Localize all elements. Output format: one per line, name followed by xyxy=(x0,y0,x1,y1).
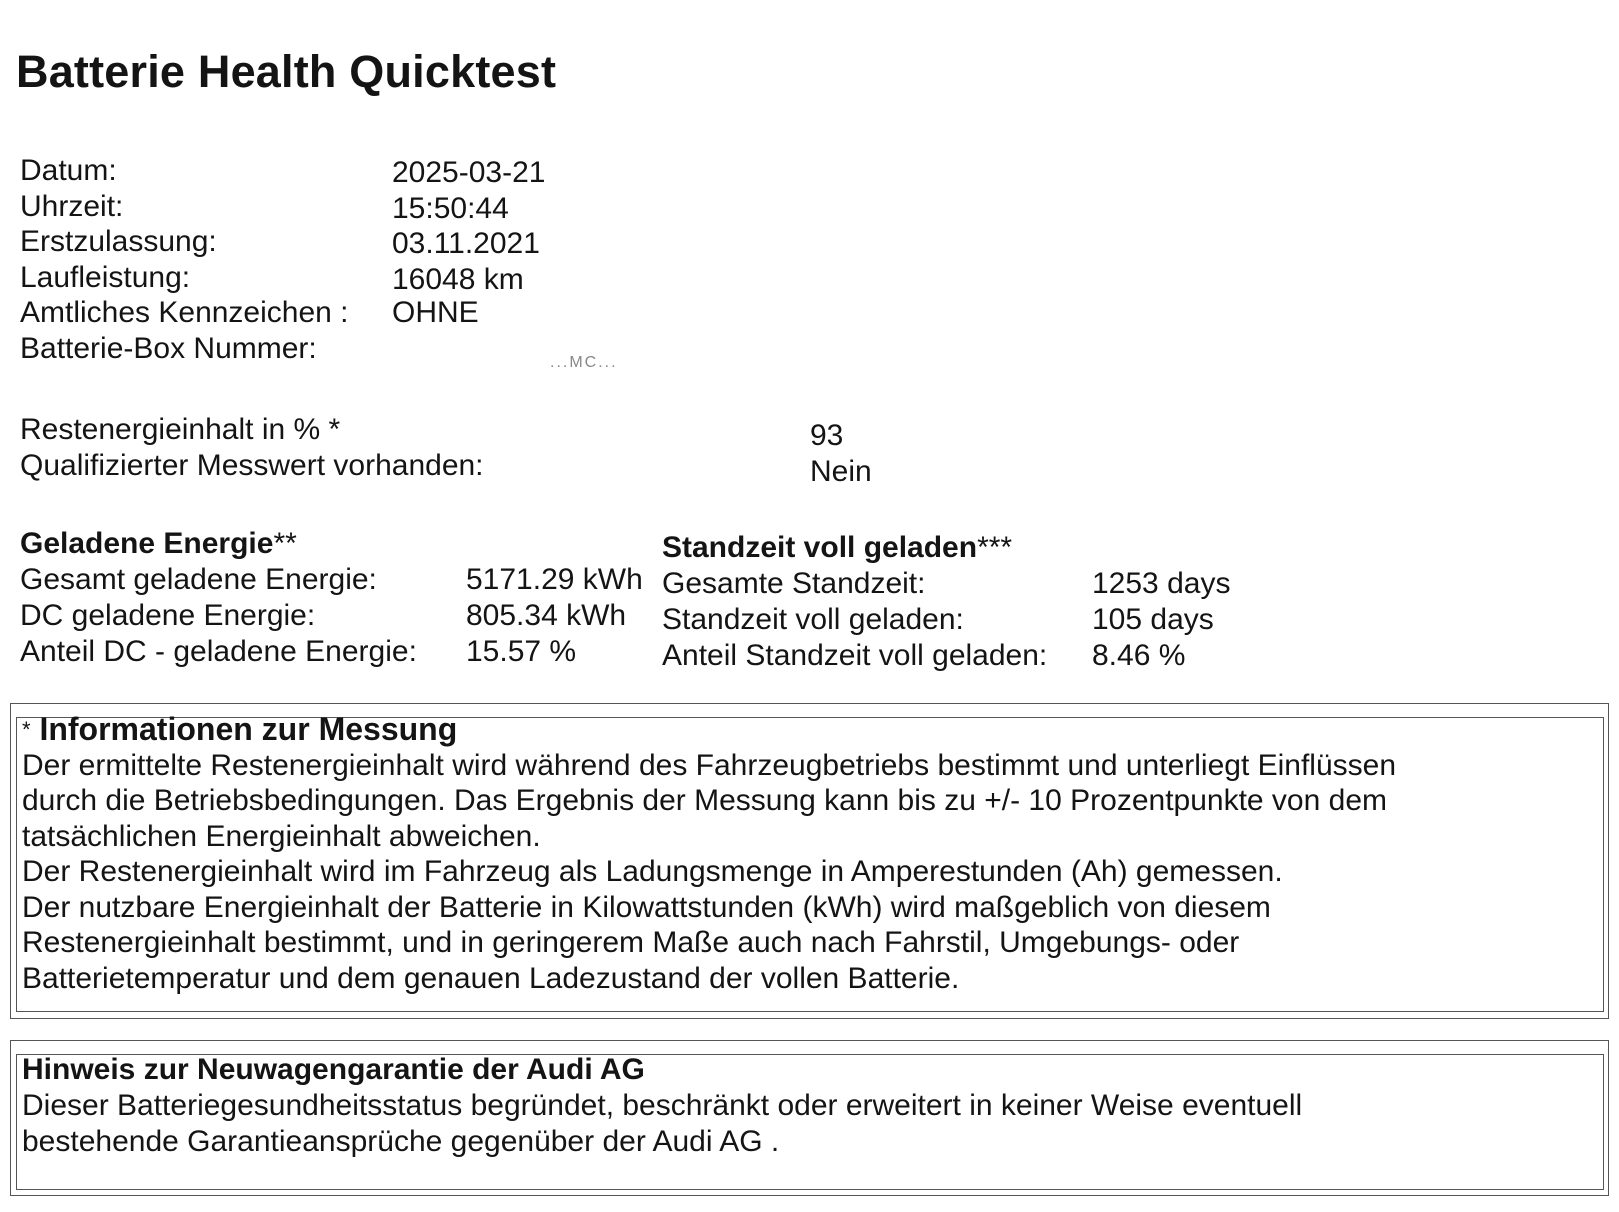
info-heading xyxy=(22,712,1602,748)
anteil-standzeit-value: 8.46 % xyxy=(1092,639,1186,672)
standzeit-voll-label: Standzeit voll geladen: xyxy=(662,603,964,636)
gesamt-geladen-row xyxy=(20,562,643,598)
note-heading: Hinweis zur Neuwagengarantie der Audi AG xyxy=(22,1053,645,1086)
info-asterisk: * xyxy=(22,717,31,742)
erstzulassung-label: Erstzulassung: xyxy=(20,225,217,258)
dc-geladen-label: DC geladene Energie: xyxy=(20,599,316,632)
erstzulassung-value: 03.11.2021 xyxy=(392,227,540,260)
info-line: Der Restenergieinhalt wird im Fahrzeug als Ladungsmenge in Amperestunden (Ah) gemessen. xyxy=(22,855,1283,888)
gesamt-geladen-value: 5171.29 kWh xyxy=(466,563,643,596)
standzeit-section xyxy=(662,530,1231,674)
restenergie-value: 93 xyxy=(810,419,844,452)
gesamt-geladen-label: Gesamt geladene Energie: xyxy=(20,563,377,596)
info-line: Der ermittelte Restenergieinhalt wird während des Fahrzeugbetriebs bestimmt und unterliegt Einflüssen xyxy=(22,748,1397,782)
geladene-energie-heading xyxy=(20,526,297,562)
standzeit-voll-row xyxy=(662,602,1214,638)
kennzeichen-label: Amtliches Kennzeichen : xyxy=(20,296,349,329)
gesamte-standzeit-value: 1253 days xyxy=(1092,567,1231,600)
info-line: durch die Betriebsbedingungen. Das Ergebnis der Messung kann bis zu +/- 10 Prozentpunkte von dem xyxy=(22,784,1387,817)
datum-value: 2025-03-21 xyxy=(392,156,546,189)
anteil-standzeit-label: Anteil Standzeit voll geladen: xyxy=(662,639,1048,672)
info-line: tatsächlichen Energieinhalt abweichen. xyxy=(22,819,541,853)
anteil-dc-label: Anteil DC - geladene Energie: xyxy=(20,635,417,668)
batteriebox-label: Batterie-Box Nummer: xyxy=(20,331,317,365)
gesamte-standzeit-row xyxy=(662,566,1231,602)
standzeit-voll-value: 105 days xyxy=(1092,603,1214,636)
note-box xyxy=(22,1052,1602,1160)
info-heading-text: Informationen zur Messung xyxy=(39,711,458,747)
geladene-energie-section xyxy=(20,526,643,670)
batteriebox-value-redacted: ...MC... xyxy=(550,353,618,371)
geladene-energie-heading-text: Geladene Energie xyxy=(20,527,274,560)
qualifiziert-label: Qualifizierter Messwert vorhanden: xyxy=(20,449,484,482)
uhrzeit-value: 15:50:44 xyxy=(392,191,509,225)
restenergie-label: Restenergieinhalt in % * xyxy=(20,413,341,446)
anteil-dc-value: 15.57 % xyxy=(466,635,577,668)
info-line: Batterietemperatur und dem genauen Ladezustand der vollen Batterie. xyxy=(22,961,960,995)
laufleistung-label: Laufleistung: xyxy=(20,260,191,294)
page-title: Batterie Health Quicktest xyxy=(16,46,557,97)
note-line: bestehende Garantieansprüche gegenüber der Audi AG . xyxy=(22,1125,780,1158)
uhrzeit-label: Uhrzeit: xyxy=(20,189,124,223)
info-line: Restenergieinhalt bestimmt, und in geringerem Maße auch nach Fahrstil, Umgebungs- oder xyxy=(22,926,1240,959)
dc-geladen-value: 805.34 kWh xyxy=(466,599,627,632)
anteil-dc-row xyxy=(20,634,577,670)
datum-label: Datum: xyxy=(20,154,117,187)
info-line: Der nutzbare Energieinhalt der Batterie in Kilowattstunden (kWh) wird maßgeblich von diesem xyxy=(22,890,1271,924)
standzeit-heading-text: Standzeit voll geladen xyxy=(662,531,978,564)
qualifiziert-value: Nein xyxy=(810,455,872,488)
info-box xyxy=(22,712,1602,996)
kennzeichen-value: OHNE xyxy=(392,296,479,329)
note-line: Dieser Batteriegesundheitsstatus begründet, beschränkt oder erweitert in keiner Weise eventuell xyxy=(22,1089,1303,1122)
geladene-energie-heading-stars: ** xyxy=(273,527,297,560)
laufleistung-value: 16048 km xyxy=(392,262,524,296)
gesamte-standzeit-label: Gesamte Standzeit: xyxy=(662,567,926,600)
standzeit-heading-stars: *** xyxy=(977,531,1013,564)
dc-geladen-row xyxy=(20,598,627,634)
standzeit-heading xyxy=(662,530,1012,566)
anteil-standzeit-row xyxy=(662,638,1186,674)
